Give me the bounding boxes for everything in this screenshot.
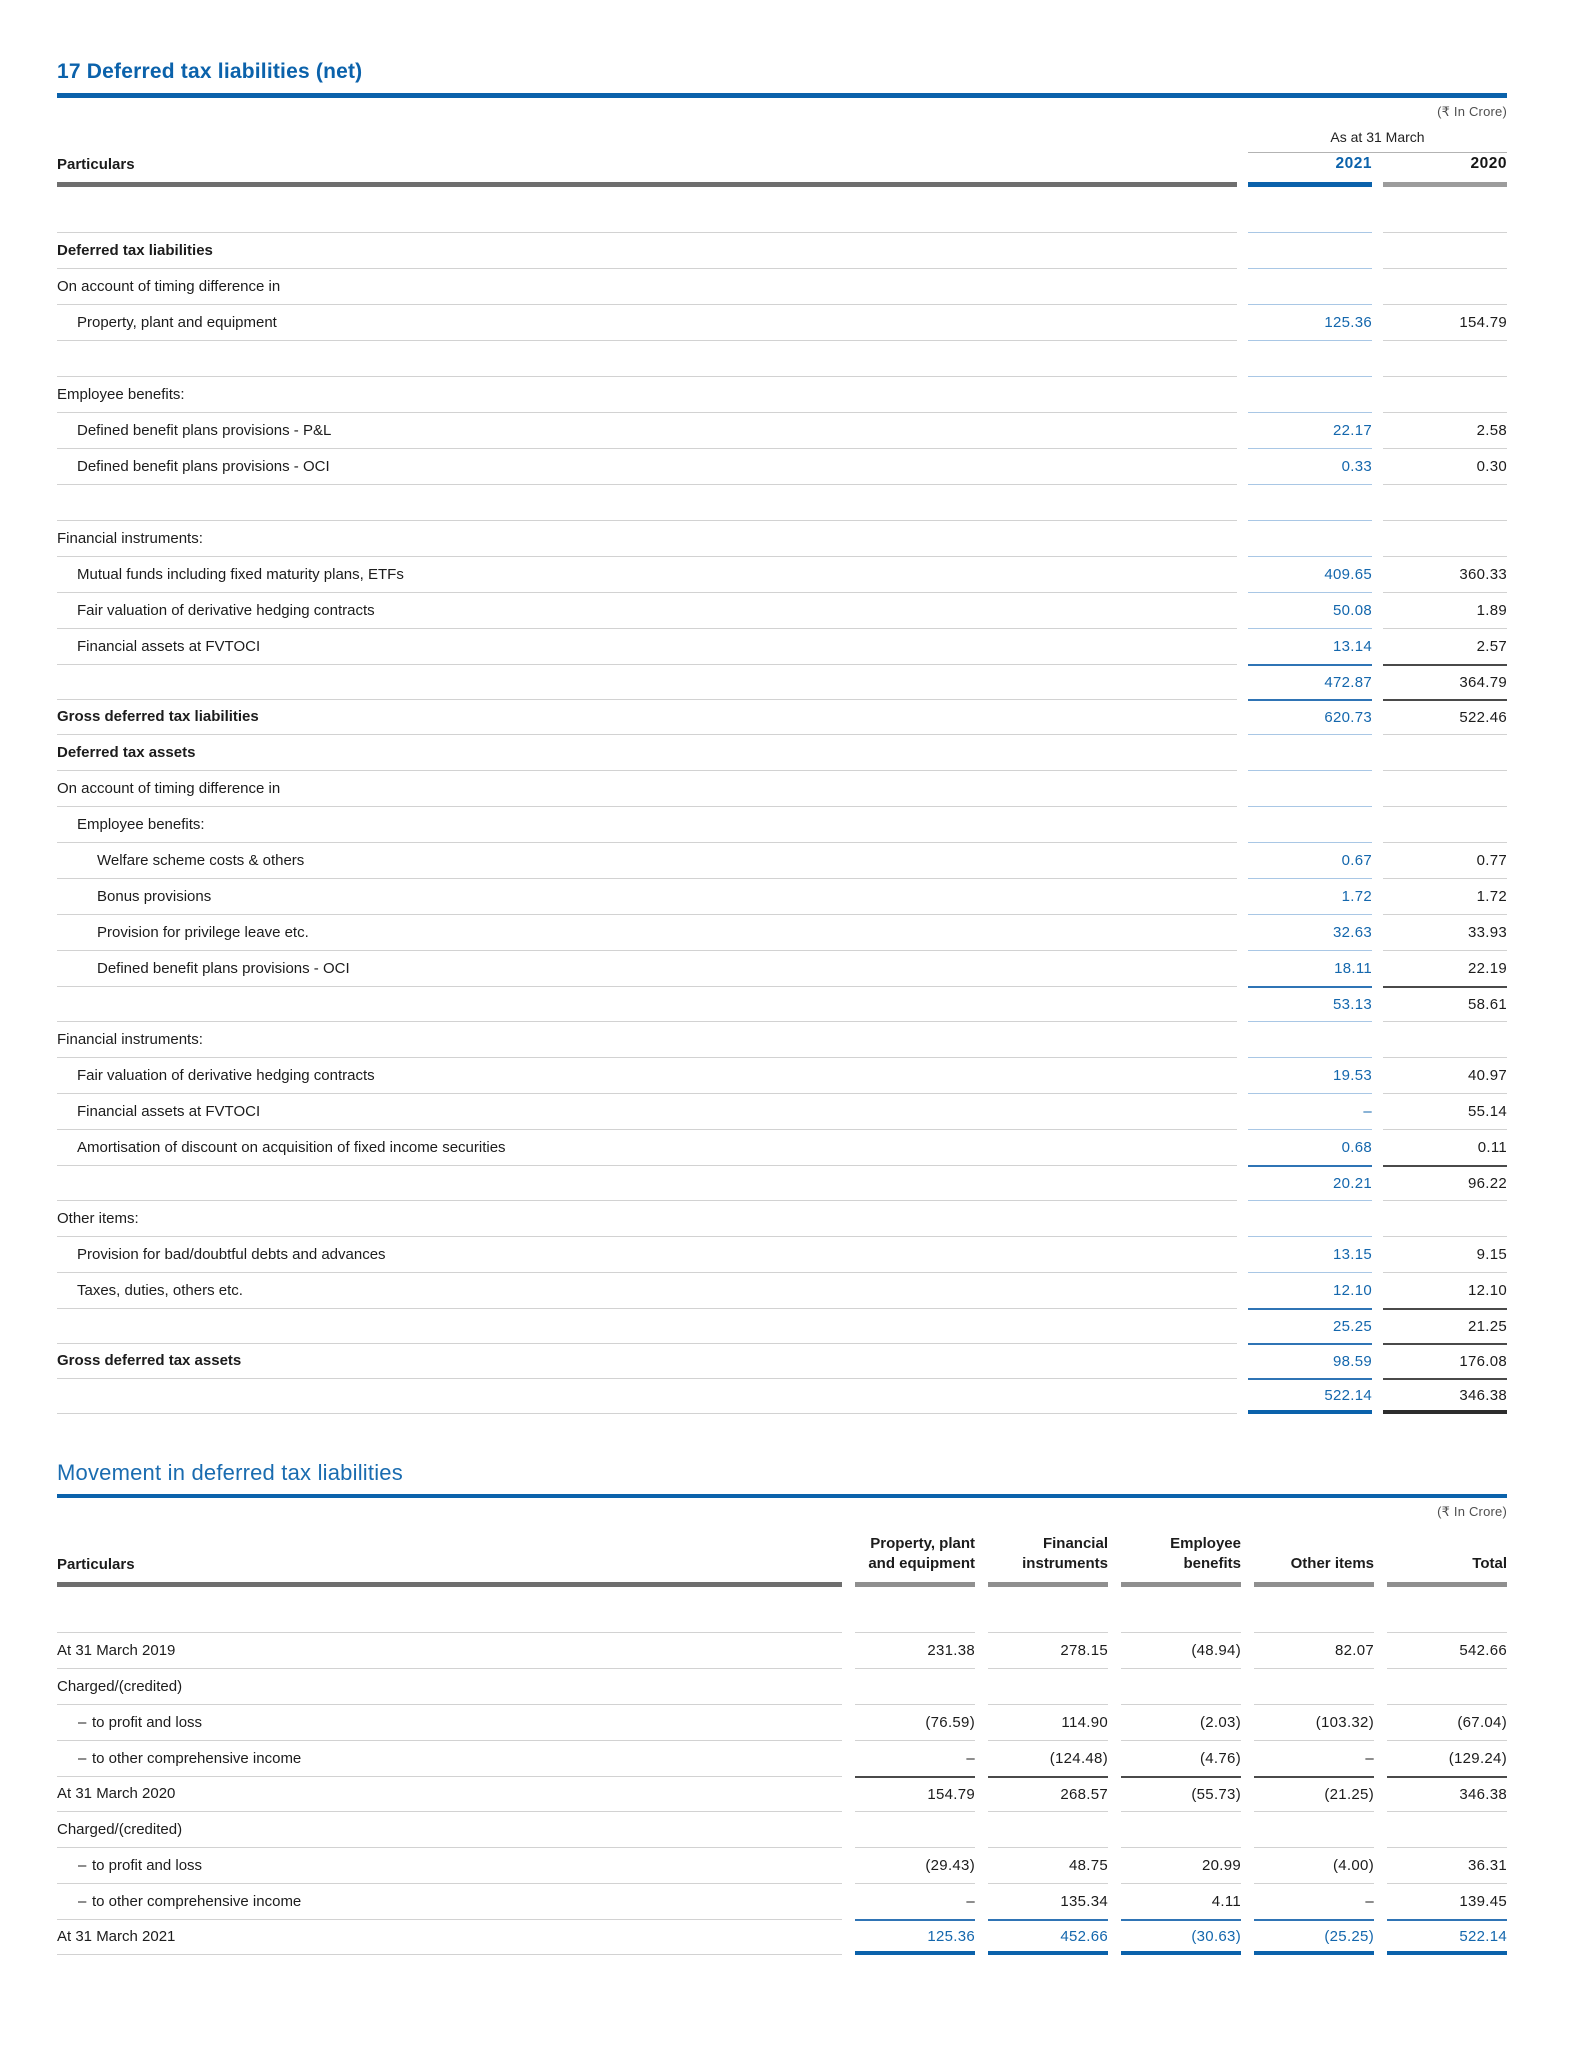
row-label: Financial instruments: xyxy=(57,1022,1237,1058)
table-row xyxy=(57,1237,1507,1273)
value-col-3: (25.25) xyxy=(1254,1919,1374,1955)
spacer-row xyxy=(57,1587,1507,1633)
value-2020: 58.61 xyxy=(1383,986,1507,1022)
value-2020 xyxy=(1383,187,1507,233)
value-col-2: 20.99 xyxy=(1121,1848,1241,1884)
table-row xyxy=(57,1165,1507,1201)
table2-header-col-0: Particulars xyxy=(57,1556,842,1587)
dash-bullet: – xyxy=(78,1857,87,1874)
table-row xyxy=(57,1741,1507,1777)
row-label: At 31 March 2019 xyxy=(57,1633,842,1669)
row-label xyxy=(57,1165,1237,1201)
value-2020: 0.30 xyxy=(1383,449,1507,485)
value-2021 xyxy=(1248,807,1372,843)
value-2021: 13.15 xyxy=(1248,1237,1372,1273)
table-row xyxy=(57,699,1507,735)
value-col-3 xyxy=(1254,1587,1374,1633)
table-row xyxy=(57,1022,1507,1058)
row-label: Financial instruments: xyxy=(57,521,1237,557)
value-col-0: (29.43) xyxy=(855,1848,975,1884)
value-2020: 176.08 xyxy=(1383,1343,1507,1379)
value-col-2: (2.03) xyxy=(1121,1705,1241,1741)
value-col-2: (48.94) xyxy=(1121,1633,1241,1669)
table1-header-2020: 2020 xyxy=(1383,155,1507,187)
row-label: Property, plant and equipment xyxy=(57,305,1237,341)
value-col-1 xyxy=(988,1812,1108,1848)
table-row xyxy=(57,233,1507,269)
table-row xyxy=(57,879,1507,915)
table-row xyxy=(57,915,1507,951)
table-row xyxy=(57,986,1507,1022)
value-2020: 96.22 xyxy=(1383,1165,1507,1201)
value-col-4 xyxy=(1387,1812,1507,1848)
table2-header-col-5: Total xyxy=(1387,1554,1507,1588)
value-2021: 18.11 xyxy=(1248,951,1372,987)
value-2021 xyxy=(1248,269,1372,305)
table1-group-header-row xyxy=(57,129,1507,153)
row-label xyxy=(57,1705,842,1741)
row-label xyxy=(57,485,1237,521)
value-col-1: 452.66 xyxy=(988,1919,1108,1955)
value-2020: 1.72 xyxy=(1383,879,1507,915)
table-row xyxy=(57,1812,1507,1848)
value-2020: 33.93 xyxy=(1383,915,1507,951)
value-2021: 1.72 xyxy=(1248,879,1372,915)
row-label-text: to other comprehensive income xyxy=(92,1750,302,1767)
value-2021 xyxy=(1248,521,1372,557)
row-label: Taxes, duties, others etc. xyxy=(57,1273,1237,1309)
value-2020: 0.11 xyxy=(1383,1130,1507,1166)
value-2020: 55.14 xyxy=(1383,1094,1507,1130)
section1-title: 17 Deferred tax liabilities (net) xyxy=(57,60,363,83)
row-label xyxy=(57,1884,842,1920)
value-col-4: 36.31 xyxy=(1387,1848,1507,1884)
value-2020: 22.19 xyxy=(1383,951,1507,987)
value-col-3 xyxy=(1254,1669,1374,1705)
section2-title-rule xyxy=(57,1494,1507,1498)
row-label: At 31 March 2021 xyxy=(57,1919,842,1955)
row-label: Gross deferred tax assets xyxy=(57,1343,1237,1379)
table-row xyxy=(57,807,1507,843)
value-col-4 xyxy=(1387,1669,1507,1705)
row-label xyxy=(57,664,1237,700)
value-col-1: 48.75 xyxy=(988,1848,1108,1884)
table-row xyxy=(57,305,1507,341)
value-2021 xyxy=(1248,233,1372,269)
table-row xyxy=(57,951,1507,987)
value-col-3: – xyxy=(1254,1741,1374,1777)
row-label xyxy=(57,341,1237,377)
value-2021: 13.14 xyxy=(1248,629,1372,665)
value-col-3: (21.25) xyxy=(1254,1776,1374,1812)
value-2021 xyxy=(1248,735,1372,771)
value-2021 xyxy=(1248,341,1372,377)
value-col-1: 268.57 xyxy=(988,1776,1108,1812)
table-row xyxy=(57,1343,1507,1379)
value-2020 xyxy=(1383,485,1507,521)
row-label: Defined benefit plans provisions - OCI xyxy=(57,449,1237,485)
value-col-3: (4.00) xyxy=(1254,1848,1374,1884)
table1-header-2021: 2021 xyxy=(1248,155,1372,187)
value-2021: 25.25 xyxy=(1248,1308,1372,1344)
table-row xyxy=(57,521,1507,557)
value-2020: 522.46 xyxy=(1383,699,1507,735)
value-2021 xyxy=(1248,377,1372,413)
value-2021: 53.13 xyxy=(1248,986,1372,1022)
table-row xyxy=(57,1705,1507,1741)
value-col-1: (124.48) xyxy=(988,1741,1108,1777)
spacer-row xyxy=(57,341,1507,377)
table-row xyxy=(57,1130,1507,1166)
table-row xyxy=(57,664,1507,700)
value-col-0: – xyxy=(855,1884,975,1920)
table-row xyxy=(57,269,1507,305)
table2-body xyxy=(57,1587,1507,1955)
row-label-text: to profit and loss xyxy=(92,1714,203,1731)
table2-header-col-4: Other items xyxy=(1254,1554,1374,1588)
row-label: Mutual funds including fixed maturity plans, ETFs xyxy=(57,557,1237,593)
value-2020: 2.58 xyxy=(1383,413,1507,449)
row-label-text: to other comprehensive income xyxy=(92,1893,302,1910)
table2-header-col-1: Property, plant and equipment xyxy=(855,1534,975,1587)
row-label: At 31 March 2020 xyxy=(57,1776,842,1812)
value-2021: 409.65 xyxy=(1248,557,1372,593)
row-label: Gross deferred tax liabilities xyxy=(57,699,1237,735)
value-2021: 98.59 xyxy=(1248,1343,1372,1379)
row-label: Other items: xyxy=(57,1201,1237,1237)
table1-header-particulars: Particulars xyxy=(57,156,1237,187)
table-row xyxy=(57,1919,1507,1955)
value-2021: 522.14 xyxy=(1248,1378,1372,1414)
value-2021: 20.21 xyxy=(1248,1165,1372,1201)
value-2020 xyxy=(1383,233,1507,269)
value-col-0: 125.36 xyxy=(855,1919,975,1955)
table-row xyxy=(57,1848,1507,1884)
value-col-0 xyxy=(855,1812,975,1848)
value-col-2: (55.73) xyxy=(1121,1776,1241,1812)
row-label: Employee benefits: xyxy=(57,807,1237,843)
value-col-2 xyxy=(1121,1669,1241,1705)
row-label: Fair valuation of derivative hedging contracts xyxy=(57,593,1237,629)
value-col-2: (30.63) xyxy=(1121,1919,1241,1955)
value-2020 xyxy=(1383,771,1507,807)
row-label: On account of timing difference in xyxy=(57,269,1237,305)
value-2020 xyxy=(1383,735,1507,771)
row-label: Bonus provisions xyxy=(57,879,1237,915)
value-2021: 19.53 xyxy=(1248,1058,1372,1094)
table-row xyxy=(57,449,1507,485)
value-2021 xyxy=(1248,1201,1372,1237)
value-col-4 xyxy=(1387,1587,1507,1633)
value-2021: 50.08 xyxy=(1248,593,1372,629)
row-label xyxy=(57,1587,842,1633)
row-label: Provision for privilege leave etc. xyxy=(57,915,1237,951)
value-2020 xyxy=(1383,341,1507,377)
value-2021 xyxy=(1248,771,1372,807)
value-col-2 xyxy=(1121,1812,1241,1848)
row-label: Amortisation of discount on acquisition of fixed income securities xyxy=(57,1130,1237,1166)
row-label: Provision for bad/doubtful debts and advances xyxy=(57,1237,1237,1273)
table-row xyxy=(57,1201,1507,1237)
table-row xyxy=(57,1058,1507,1094)
value-2020 xyxy=(1383,521,1507,557)
value-2020: 40.97 xyxy=(1383,1058,1507,1094)
section1-title-rule xyxy=(57,93,1507,98)
value-2021 xyxy=(1248,485,1372,521)
value-col-4: 139.45 xyxy=(1387,1884,1507,1920)
value-2020 xyxy=(1383,269,1507,305)
row-label xyxy=(57,986,1237,1022)
value-2021 xyxy=(1248,1022,1372,1058)
value-col-1 xyxy=(988,1669,1108,1705)
value-2020: 12.10 xyxy=(1383,1273,1507,1309)
value-col-4: (67.04) xyxy=(1387,1705,1507,1741)
value-2021: – xyxy=(1248,1094,1372,1130)
value-col-0: 231.38 xyxy=(855,1633,975,1669)
table-row xyxy=(57,629,1507,665)
table1-body xyxy=(57,187,1507,1414)
table-row xyxy=(57,1378,1507,1414)
row-label: Defined benefit plans provisions - OCI xyxy=(57,951,1237,987)
table2-header xyxy=(57,1534,1507,1587)
value-2020: 364.79 xyxy=(1383,664,1507,700)
table-row xyxy=(57,1776,1507,1812)
value-col-1: 135.34 xyxy=(988,1884,1108,1920)
value-2021 xyxy=(1248,187,1372,233)
row-label: Charged/(credited) xyxy=(57,1812,842,1848)
row-label: Deferred tax liabilities xyxy=(57,233,1237,269)
value-col-3: 82.07 xyxy=(1254,1633,1374,1669)
table-row xyxy=(57,1884,1507,1920)
section2-unit-note: (₹ In Crore) xyxy=(1437,1504,1507,1519)
value-col-2 xyxy=(1121,1587,1241,1633)
table-row xyxy=(57,1308,1507,1344)
value-2021: 12.10 xyxy=(1248,1273,1372,1309)
row-label xyxy=(57,1308,1237,1344)
row-label xyxy=(57,1378,1237,1414)
dash-bullet: – xyxy=(78,1750,87,1767)
table-row xyxy=(57,771,1507,807)
row-label: Welfare scheme costs & others xyxy=(57,843,1237,879)
table-row xyxy=(57,557,1507,593)
table-row xyxy=(57,843,1507,879)
spacer-row xyxy=(57,485,1507,521)
value-col-2: 4.11 xyxy=(1121,1884,1241,1920)
value-2021: 0.68 xyxy=(1248,1130,1372,1166)
row-label: Deferred tax assets xyxy=(57,735,1237,771)
section1-unit-note: (₹ In Crore) xyxy=(1437,104,1507,119)
value-col-3: – xyxy=(1254,1884,1374,1920)
value-2020 xyxy=(1383,1201,1507,1237)
row-label: Defined benefit plans provisions - P&L xyxy=(57,413,1237,449)
row-label: Financial assets at FVTOCI xyxy=(57,1094,1237,1130)
table2-header-col-2: Financial instruments xyxy=(988,1534,1108,1587)
value-col-4: 346.38 xyxy=(1387,1776,1507,1812)
row-label: Employee benefits: xyxy=(57,377,1237,413)
value-2020: 1.89 xyxy=(1383,593,1507,629)
value-col-1: 114.90 xyxy=(988,1705,1108,1741)
spacer-row xyxy=(57,187,1507,233)
value-col-3: (103.32) xyxy=(1254,1705,1374,1741)
value-2020: 2.57 xyxy=(1383,629,1507,665)
value-2021: 0.67 xyxy=(1248,843,1372,879)
value-col-2: (4.76) xyxy=(1121,1741,1241,1777)
value-col-4: (129.24) xyxy=(1387,1741,1507,1777)
row-label xyxy=(57,1741,842,1777)
value-col-0: (76.59) xyxy=(855,1705,975,1741)
row-label: Charged/(credited) xyxy=(57,1669,842,1705)
value-col-0 xyxy=(855,1669,975,1705)
table-row xyxy=(57,377,1507,413)
value-col-0: – xyxy=(855,1741,975,1777)
table-row xyxy=(57,1633,1507,1669)
table1-group-header: As at 31 March xyxy=(1248,129,1507,153)
value-2020: 346.38 xyxy=(1383,1378,1507,1414)
value-col-1 xyxy=(988,1587,1108,1633)
row-label xyxy=(57,1848,842,1884)
value-2020: 154.79 xyxy=(1383,305,1507,341)
value-2020: 360.33 xyxy=(1383,557,1507,593)
row-label: On account of timing difference in xyxy=(57,771,1237,807)
value-2021: 125.36 xyxy=(1248,305,1372,341)
row-label: Fair valuation of derivative hedging contracts xyxy=(57,1058,1237,1094)
dash-bullet: – xyxy=(78,1893,87,1910)
value-2020: 9.15 xyxy=(1383,1237,1507,1273)
table-row xyxy=(57,413,1507,449)
value-2021: 32.63 xyxy=(1248,915,1372,951)
value-2020: 21.25 xyxy=(1383,1308,1507,1344)
value-col-4: 522.14 xyxy=(1387,1919,1507,1955)
table-row xyxy=(57,1273,1507,1309)
dash-bullet: – xyxy=(78,1714,87,1731)
value-2021: 620.73 xyxy=(1248,699,1372,735)
value-2020: 0.77 xyxy=(1383,843,1507,879)
row-label-text: to profit and loss xyxy=(92,1857,203,1874)
table-row xyxy=(57,735,1507,771)
row-label xyxy=(57,187,1237,233)
value-col-0: 154.79 xyxy=(855,1776,975,1812)
value-2021: 0.33 xyxy=(1248,449,1372,485)
value-2021: 22.17 xyxy=(1248,413,1372,449)
section2-title: Movement in deferred tax liabilities xyxy=(57,1460,403,1485)
table-row xyxy=(57,1094,1507,1130)
table-row xyxy=(57,1669,1507,1705)
value-col-0 xyxy=(855,1587,975,1633)
row-label: Financial assets at FVTOCI xyxy=(57,629,1237,665)
value-2020 xyxy=(1383,807,1507,843)
value-2021: 472.87 xyxy=(1248,664,1372,700)
table1-header xyxy=(57,155,1507,187)
value-2020 xyxy=(1383,1022,1507,1058)
table2-header-col-3: Employee benefits xyxy=(1121,1534,1241,1587)
value-col-3 xyxy=(1254,1812,1374,1848)
value-col-4: 542.66 xyxy=(1387,1633,1507,1669)
table-row xyxy=(57,593,1507,629)
value-col-1: 278.15 xyxy=(988,1633,1108,1669)
value-2020 xyxy=(1383,377,1507,413)
